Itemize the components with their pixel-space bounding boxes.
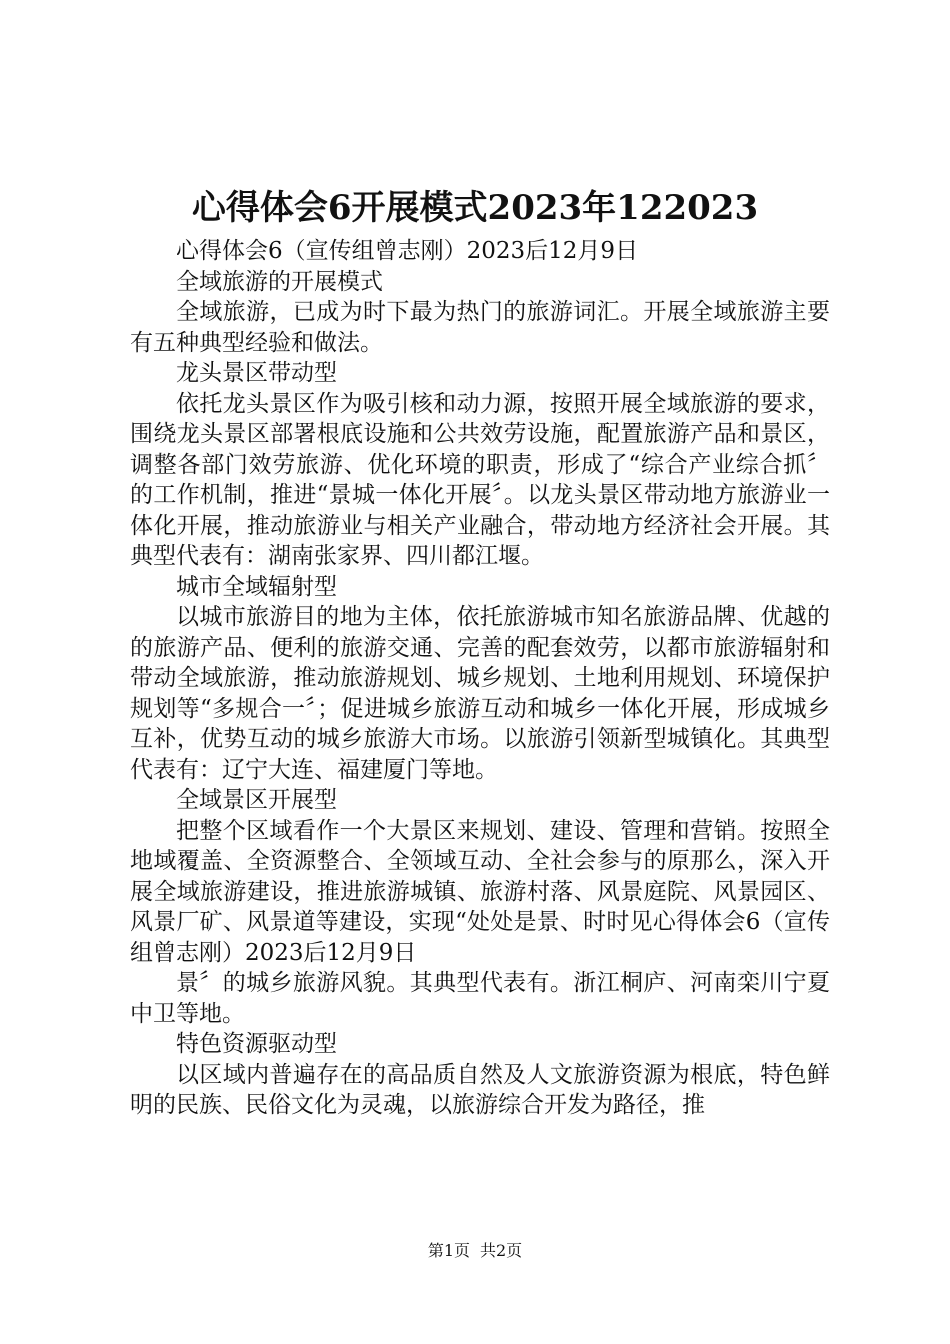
body-paragraph: 景〞的城乡旅游风貌。其典型代表有。浙江桐庐、河南栾川宁夏中卫等地。 [130, 970, 830, 1027]
section-heading: 全域旅游的开展模式 [176, 268, 383, 295]
page-total: 共2页 [480, 1241, 523, 1260]
byline-paragraph: 心得体会6（宣传组曾志刚）2023后12月9日 [176, 238, 639, 264]
body-paragraph: 以城市旅游目的地为主体，依托旅游城市知名旅游品牌、优越的的旅游产品、便利的旅游交通、完善的配套效劳，以都市旅游辐射和带动全域旅游，推动旅游规划、城乡规划、土地利用规划、环境保护规划等“多规合一〞；促进城乡旅游互动和城乡一体化开展，形成城乡互补，优势互动的城乡旅游大市场。以旅游引领新型城镇化。其典型代表有：辽宁大连、福建厦门等地。 [130, 604, 830, 783]
body-paragraph: 把整个区域看作一个大景区来规划、建设、管理和营销。按照全地域覆盖、全资源整合、全领域互动、全社会参与的原那么，深入开展全域旅游建设，推进旅游城镇、旅游村落、风景庭院、风景园区、风景厂矿、风景道等建设，实现“处处是景、时时见心得体会6（宣传组曾志刚）2023后12月9日 [130, 817, 830, 966]
body-paragraph: 依托龙头景区作为吸引核和动力源，按照开展全域旅游的要求，围绕龙头景区部署根底设施和公共效劳设施，配置旅游产品和景区，调整各部门效劳旅游、优化环境的职责，形成了“综合产业综合抓〞的工作机制，推进“景城一体化开展〞。以龙头景区带动地方旅游业一体化开展，推动旅游业与相关产业融合，带动地方经济社会开展。其典型代表有：湖南张家界、四川都江堰。 [130, 390, 830, 569]
body-paragraph: 全域旅游，已成为时下最为热门的旅游词汇。开展全域旅游主要有五种典型经验和做法。 [130, 299, 830, 356]
section-heading: 特色资源驱动型 [176, 1031, 337, 1057]
section-heading: 龙头景区带动型 [176, 360, 337, 386]
page-footer [0, 1240, 950, 1262]
section-heading: 全域景区开展型 [176, 787, 337, 813]
section-heading: 城市全域辐射型 [176, 573, 337, 600]
document-title: 心得体会6开展模式2023年122023 [191, 188, 759, 228]
body-paragraph: 以区域内普遍存在的高品质自然及人文旅游资源为根底，特色鲜明的民族、民俗文化为灵魂，以旅游综合开发为路径，推 [130, 1061, 830, 1118]
document-body [130, 236, 830, 1121]
page-number: 第1页 [427, 1241, 470, 1260]
